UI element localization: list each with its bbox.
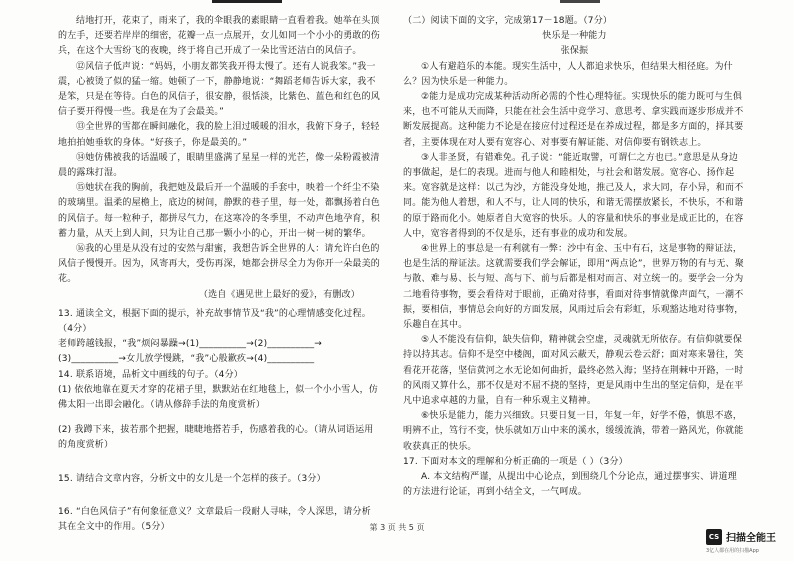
paragraph: ⑥快乐是能力，能力兴细致。只要日复一日，年复一年，好学不倦，慎思不惑，明辨不止，笃行不变，快乐就如万山中来的溪水，缓缓流淌，带着一路风光，你就能收获真正的快乐。 — [403, 411, 744, 452]
source-note: （选自《遇见世上最好的爱》，有删改） — [198, 289, 360, 300]
paragraph: ⑮她状在我的胸前，我把她及最后开一个温暖的手套中，映着一个纤尘不染的玻璃里。温柔的屋檐上，底边的树间，静默的巷子里，每一处，都飘扬着白色的风信子。每一粒种子，都拼尽气力，在这寒冷的冬季里，不动声色地孕育，积蓄力量，从天上到人间，只为让自己那一颗小小的心，开出一树一树的繁华。 — [58, 183, 381, 239]
left-column — [58, 14, 380, 535]
article-title: 快乐是一种能力 — [542, 31, 607, 42]
question-14: 14. 联系语境，品析文中画线的句子。（4分） — [58, 369, 244, 380]
right-column — [403, 14, 746, 501]
brand-name: 扫描全能王 — [726, 533, 776, 544]
paragraph: ⑯我的心里是从没有过的安然与甜蜜，我想告诉全世界的人：请允许白色的风信子慢慢开。因为，风寄再大，受伤再深，她都会拼尽全力为你开一朵最美的花。 — [58, 244, 381, 285]
page-number: 第 3 页 共 5 页 — [369, 523, 425, 532]
camscanner-logo-icon: CS — [706, 529, 722, 545]
question-13: 13. 通读全文，根据下面的提示，补充故事情节及“我”的心理情感变化过程。（4分） — [58, 308, 371, 335]
question-13-chain: 老师跨越钱报，“我”烦闷暴躁→(1)__________→(2)__________→ — [58, 339, 323, 350]
question-14-part-2: (2) 我蹲下来，拔若那个把握，睫睫地搭若手，伤感着我的心。（请从词语运用的角度赏析） — [58, 425, 374, 451]
scanner-watermark — [706, 527, 792, 557]
brand-tagline: 3亿人都在用的扫描App — [706, 548, 759, 554]
paragraph: ④世界上的事总是一有利就有一弊：沙中有金、玉中有石，这是事物的辩证法，也是生活的辩证法。这就需要我们学会解证，即用“两点论”，世界万物的有与无、聚与散、难与易、长与短、高与下、前与后都是相对而言、对立统一的。要学会一分为二地看待事物，要会看待对于眼前，正确对待事，看面对待事情就像声面气，一潮不振，要相信，事情总会向好的方面发展，风雨过后会有彩虹，乐观豁达地对待事物，乐趣自在其中。 — [403, 244, 744, 331]
question-17-option-a: A. 本文结构严谨，从提出中心论点，到围绕几个分论点，通过摆事实、讲道理的方法进行论证，再到小结全文，一气呵成。 — [403, 472, 737, 498]
paragraph: ⑤人不能没有信仰，缺失信仰，精神就会空虚，灵魂就无所依存。有信仰就要保持以持其志。信仰不是空中楼阁，面对风云蔽天，静观云卷云舒；面对寒来暑往，笑看花开花落，坚信黄河之水无论如何曲折，最终必然入海；坚持在荆棘中开路，一时的风雨又算什么，那不仅是对不屈不挠的坚持，更是风雨中生出的坚定信仰，是在平凡中追求卓越的力量，自有一种乐观主义精神。 — [403, 335, 744, 407]
question-16: 16. “白色风信子”有何象征意义？文章最后一段耐人寻味，令人深思，请分析其在全文中的作用。（5分） — [58, 506, 371, 533]
question-17: 17. 下面对本文的理解和分析正确的一项是（ ）（3分） — [403, 456, 628, 467]
question-15: 15. 请结合文章内容，分析文中的女儿是一个怎样的孩子。（3分） — [58, 473, 326, 484]
question-13-chain: (3)__________→女儿放学慢跳，“我”心般歉疚→(4)__________ — [58, 354, 315, 365]
paragraph: 结地打开，花束了，雨来了，我的伞眼我的素眼睛一直看着我。她举在头顶的左手，还要若岸岸的细密，花瓣一点一点展开，女儿如同一个小小的勇敢的伤兵，在这个大雪纷飞的夜晚，终于将自己开成了一朵比雪还洁白的风信子。 — [58, 16, 381, 57]
article-author: 张保振 — [560, 46, 589, 57]
question-14-part-1: (1) 依依地靠在夏天才穿的花裙子里，默默站在红地毯上，似一个小小雪人，仿佛太阳一出即会融化。（请从修辞手法的角度赏析） — [58, 384, 379, 411]
paragraph: ⑫风信子低声说：“妈妈，小朋友都笑我开得太慢了。还有人说我笨。”我一震，心被烫了似的猛一缩。她顿了一下，静静地说：“舞蹈老师告诉大家，我不是笨，只是在等待。白色的风信子，很安静，很恬淡，比紫色、蓝色和红色的风信子要开得慢一些。我是在为了会最美。” — [58, 61, 381, 118]
paragraph: ③人非圣贤，有错难免。孔子说：“能近取譬，可谓仁之方也已。”意思是从身边的事做起，是仁的表现。进而与他人和睦相处，与社会和谐发展。宽容心、扬作起来。宽容就是这样：以己为沙，方能没身处地，推己及人，求大同，存小异，和而不同。能为他人着想，和人不与，让人同的快乐，和谐无需摆放紧长，不快乐，不和谐的原于路而化小。她原者自大宽容的快乐。人的容量和快乐的事业是成正比的，在容人中，宽容者得到的不仅是乐，还有事业的成功和发展。 — [403, 152, 744, 239]
paragraph: ②能力是成功完成某种活动所必需的个性心理特征。实现快乐的能力既可与生俱来，也不可能从天而降，只能在社会生活中竞学习、意思考、拿实践而逐步形成并不断发展提高。这种能力不论是在接应付过程还是在养成过程，都是多方面的，择其要者，主要体现在对人要有宽容心、对事要有解证能、对信仰要有钢铁志上。 — [403, 92, 744, 148]
paragraph: ⑭她仿佛被我的话温暖了，眼睛里盛满了星星一样的光芒，像一朵粉霞被清晨的露珠打湿。 — [58, 152, 380, 179]
paragraph: ⑬全世界的雪都在瞬间融化，我的脸上泪过暖暖的泪水，我俯下身子，轻轻地拍拍她垂软的身体。“好孩子，你是最美的。” — [58, 122, 380, 148]
scan-artifact — [560, 0, 600, 3]
paragraph: ①人有避趋乐的本能。现实生活中，人人都追求快乐，但结果大相径庭。为什么？因为快乐是一种能力。 — [403, 61, 733, 87]
scan-artifact — [212, 0, 282, 3]
section-heading: （二）阅读下面的文字，完成第17－18题。（7分） — [403, 16, 613, 26]
